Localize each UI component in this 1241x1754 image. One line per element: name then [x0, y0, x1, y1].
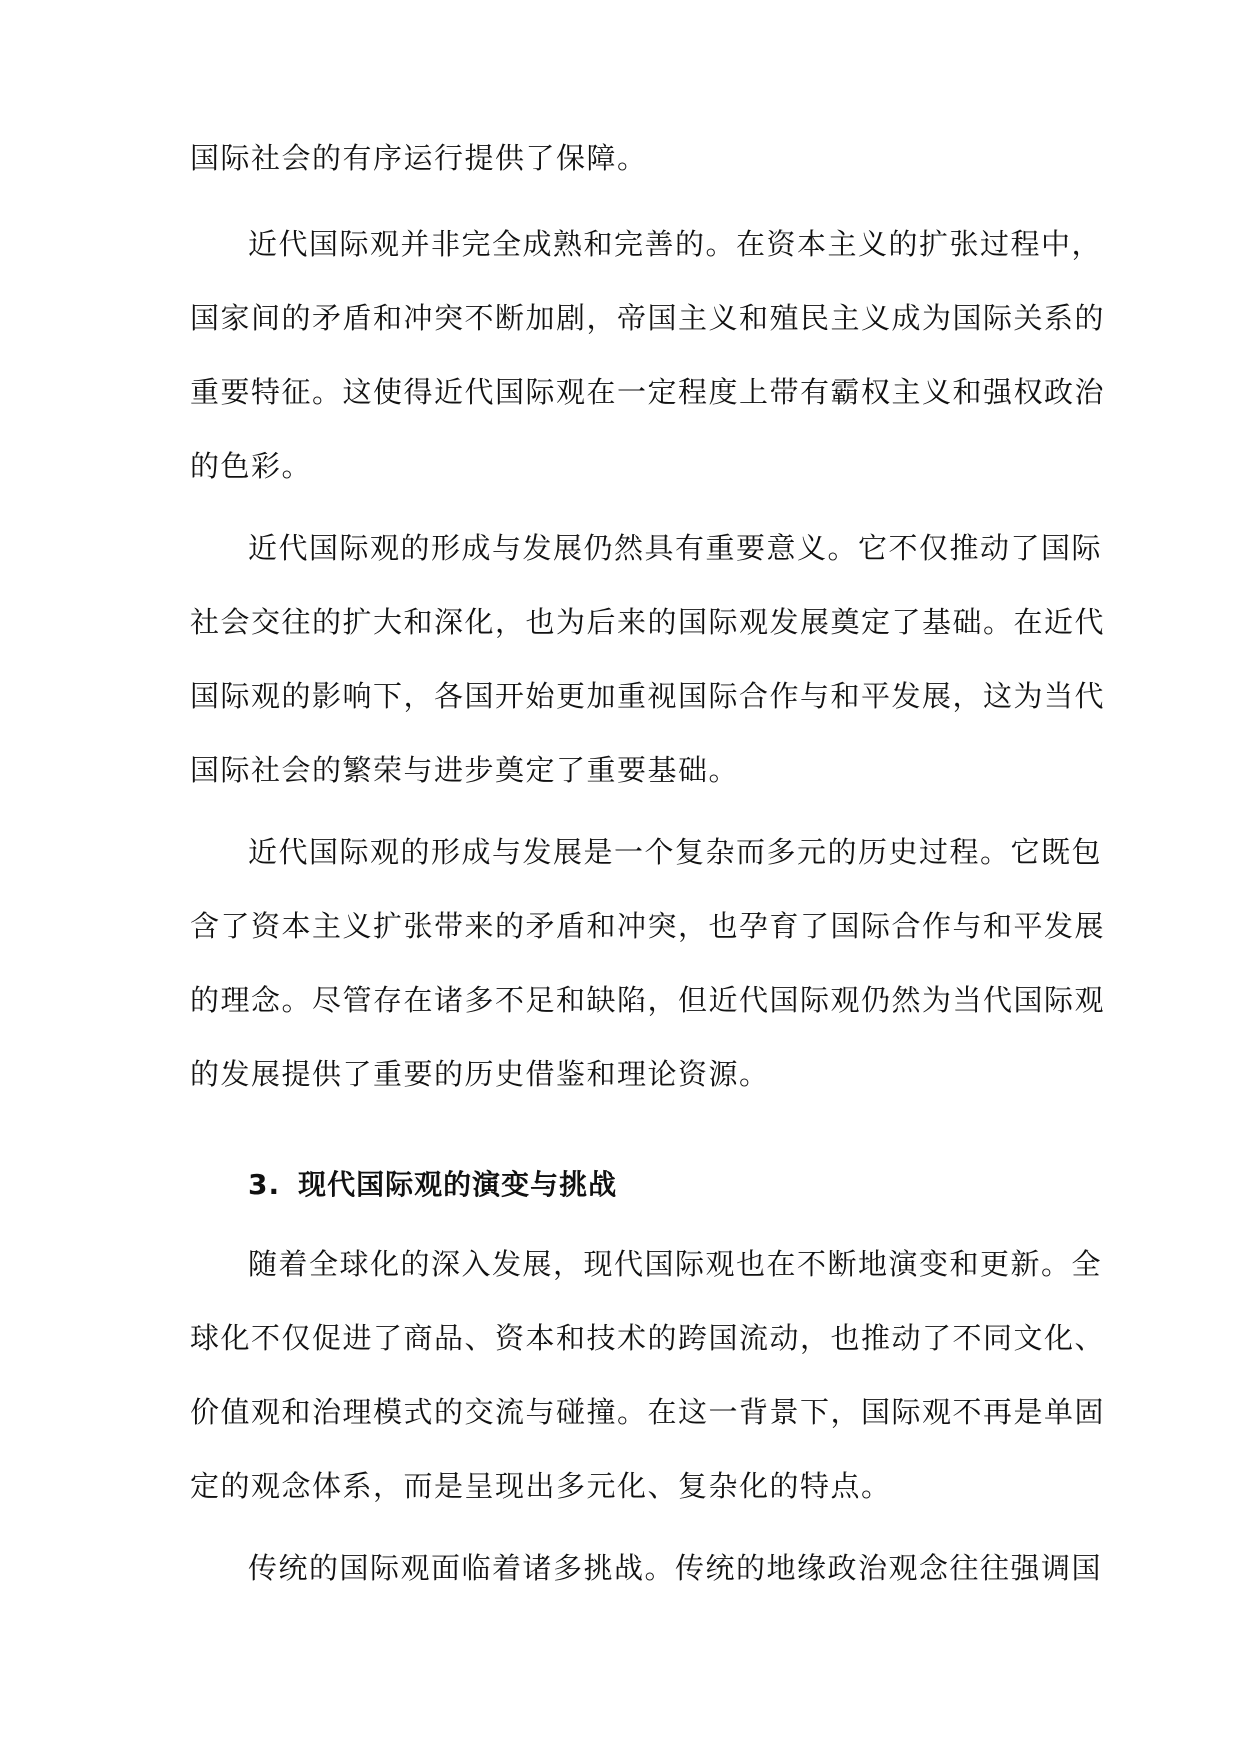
paragraph-line: 近代国际观并非完全成熟和完善的。在资本主义的扩张过程中， — [248, 227, 1103, 261]
paragraph-line: 的发展提供了重要的历史借鉴和理论资源。 — [190, 1057, 770, 1091]
paragraph-line: 近代国际观的形成与发展是一个复杂而多元的历史过程。它既包 — [248, 835, 1103, 869]
paragraph-line: 的色彩。 — [190, 449, 313, 483]
paragraph-line: 含了资本主义扩张带来的矛盾和冲突，也孕育了国际合作与和平发展 — [190, 909, 1106, 943]
paragraph-line: 近代国际观的形成与发展仍然具有重要意义。它不仅推动了国际 — [248, 531, 1103, 565]
section-title: 现代国际观的演变与挑战 — [298, 1168, 618, 1201]
paragraph-line: 价值观和治理模式的交流与碰撞。在这一背景下，国际观不再是单固 — [190, 1395, 1106, 1429]
paragraph-line: 国际社会的有序运行提供了保障。 — [190, 141, 648, 175]
paragraph-line: 传统的国际观面临着诸多挑战。传统的地缘政治观念往往强调国 — [248, 1551, 1103, 1585]
paragraph-line: 重要特征。这使得近代国际观在一定程度上带有霸权主义和强权政治 — [190, 375, 1106, 409]
paragraph-line: 社会交往的扩大和深化，也为后来的国际观发展奠定了基础。在近代 — [190, 605, 1106, 639]
section-number: 3. — [248, 1168, 281, 1201]
paragraph-line: 国际观的影响下，各国开始更加重视国际合作与和平发展，这为当代 — [190, 679, 1106, 713]
paragraph-line: 国家间的矛盾和冲突不断加剧，帝国主义和殖民主义成为国际关系的 — [190, 301, 1106, 335]
paragraph-line: 球化不仅促进了商品、资本和技术的跨国流动，也推动了不同文化、 — [190, 1321, 1106, 1355]
paragraph-line: 的理念。尽管存在诸多不足和缺陷，但近代国际观仍然为当代国际观 — [190, 983, 1106, 1017]
paragraph-line: 国际社会的繁荣与进步奠定了重要基础。 — [190, 753, 740, 787]
section-heading — [248, 1165, 617, 1205]
paragraph-line: 定的观念体系，而是呈现出多元化、复杂化的特点。 — [190, 1469, 892, 1503]
paragraph-line: 随着全球化的深入发展，现代国际观也在不断地演变和更新。全 — [248, 1247, 1103, 1281]
